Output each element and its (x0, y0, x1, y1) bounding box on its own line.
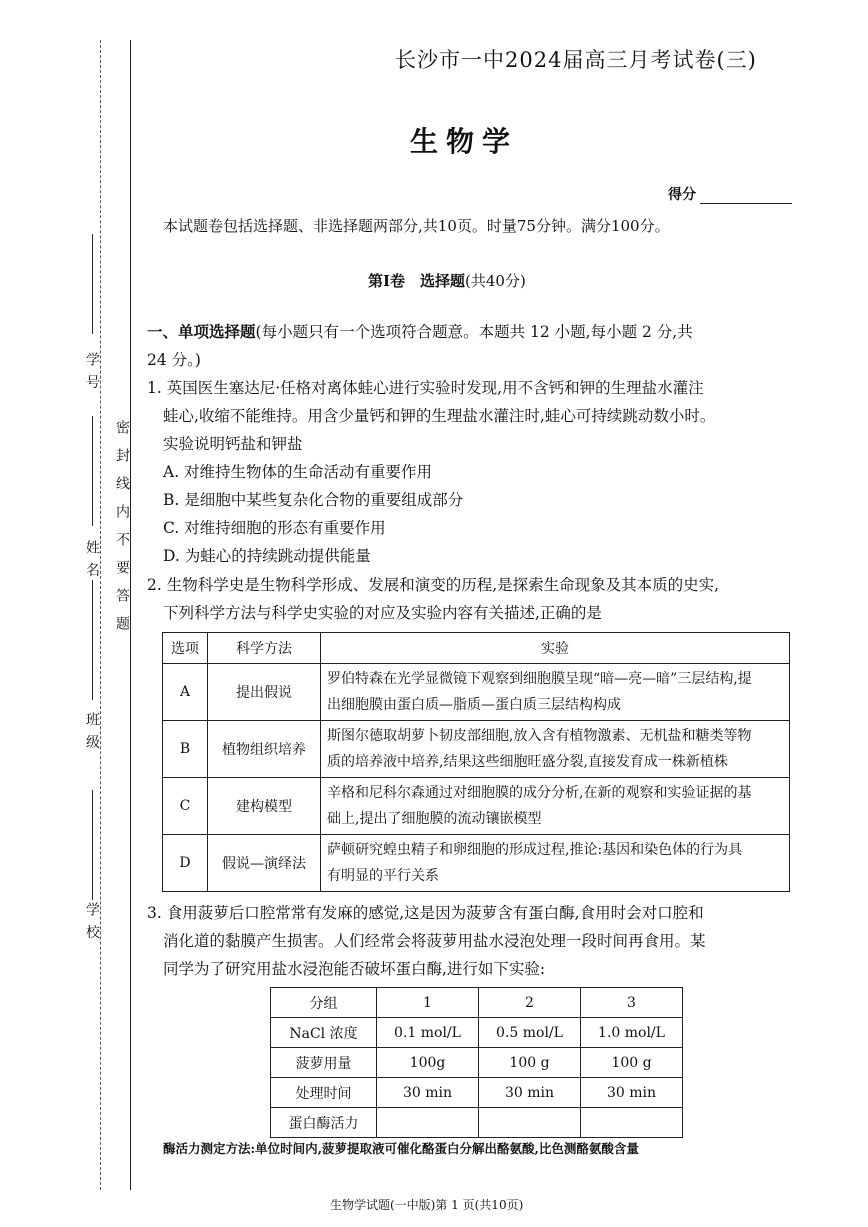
table-row: 菠萝用量 100g 100 g 100 g (271, 1048, 683, 1078)
dashed-binding-line (100, 40, 101, 1190)
seal-notice: 密封线内不要答题 (114, 420, 130, 644)
score-field (668, 184, 792, 204)
exam-title: 长沙市一中2024届高三月考试卷(三) (395, 48, 757, 72)
table-row: NaCl 浓度 0.1 mol/L 0.5 mol/L 1.0 mol/L (271, 1018, 683, 1048)
table-row: A 提出假说 罗伯特森在光学显微镜下观察到细胞膜呈现“暗—亮—暗”三层结构,提 出细胞膜由蛋白质—脂质—蛋白质三层结构构成 (163, 664, 790, 721)
class-label: 班 级 (84, 712, 100, 751)
part-title: 第Ⅰ卷 选择题(共40分) (368, 272, 526, 290)
table-row: C 建构模型 辛格和尼科尔森通过对细胞膜的成分分析,在新的观察和实验证据的基 础上,提出了细胞膜的流动镶嵌模型 (163, 778, 790, 835)
table-row: 蛋白酶活力 (271, 1108, 683, 1138)
table-row: D 假说—演绎法 萨顿研究蝗虫精子和卵细胞的形成过程,推论:基因和染色体的行为具 有明显的平行关系 (163, 835, 790, 892)
name-underline (92, 416, 93, 526)
question-3-stem: 3. 食用菠萝后口腔常常有发麻的感觉,这是因为菠萝含有蛋白酶,食用时会对口腔和 消化道的黏膜产生损害。人们经常会将菠萝用盐水浸泡处理一段时间再食用。某 同学为了研究用盐水浸泡能否破坏蛋白酶,进行如下实验: (147, 904, 706, 978)
enzyme-method-note: 酶活力测定方法:单位时间内,菠萝提取液可催化酪蛋白分解出酪氨酸,比色测酪氨酸含量 (163, 1141, 639, 1156)
question-3-table (270, 987, 683, 1138)
name-label: 姓 名 (84, 540, 100, 579)
option-d: D. 为蛙心的持续跳动提供能量 (163, 547, 371, 565)
section-heading: 一、单项选择题(每小题只有一个选项符合题意。本题共 12 小题,每小题 2 分,共 24 分。) (147, 322, 693, 369)
number-label: 学 号 (84, 352, 100, 391)
subject-title: 生物学 (410, 125, 519, 158)
question-2-table: 选项 科学方法 实验 A 提出假说 罗伯特森在光学显微镜下观察到细胞膜呈现“暗—亮—暗”三层结构,提 出细胞膜由蛋白质—脂质—蛋白质三层结构构成 B 植物组织培养 斯图尔德取胡萝卜韧皮部细胞,放入含有植物激素、无机盐和糖类等物 质的培养液中培养,结果这些细胞旺盛分裂,直接发育成一株新植株 C 建构模型 辛格和尼科尔森通过对细胞膜的成分分析,在新的观察和实验证据的基 础上,提出了细胞膜的流动镶嵌模型 D 假说—演绎法 萨顿研究蝗虫精子和卵细胞的形成过程,推论:基因和染色体的行为具 有明显的平行关系 (162, 632, 790, 892)
table-row: 处理时间 30 min 30 min 30 min (271, 1078, 683, 1108)
table-row: B 植物组织培养 斯图尔德取胡萝卜韧皮部细胞,放入含有植物激素、无机盐和糖类等物 质的培养液中培养,结果这些细胞旺盛分裂,直接发育成一株新植株 (163, 721, 790, 778)
question-1-options (163, 458, 463, 570)
option-a: A. 对维持生物体的生命活动有重要作用 (163, 463, 433, 481)
school-underline (92, 790, 93, 900)
school-label: 学 校 (84, 902, 100, 941)
score-label: 得分 (668, 187, 696, 203)
option-c: C. 对维持细胞的形态有重要作用 (163, 519, 386, 537)
question-2-stem: 2. 生物科学史是生物科学形成、发展和演变的历程,是探索生命现象及其本质的史实, 下列科学方法与科学史实验的对应及实验内容有关描述,正确的是 (147, 576, 720, 622)
option-b: B. 是细胞中某些复杂化合物的重要组成部分 (163, 491, 464, 509)
exam-intro: 本试题卷包括选择题、非选择题两部分,共10页。时量75分钟。满分100分。 (163, 217, 670, 235)
number-underline (92, 234, 93, 334)
page-footer: 生物学试题(一中版)第 1 页(共10页) (330, 1198, 524, 1212)
class-underline (92, 580, 93, 700)
question-1-stem: 1. 英国医生塞达尼·任格对离体蛙心进行实验时发现,用不含钙和钾的生理盐水灌注 蛙心,收缩不能维持。用含少量钙和钾的生理盐水灌注时,蛙心可持续跳动数小时。 实验说明钙盐和钾盐 (147, 379, 716, 453)
table-row: 分组 1 2 3 (271, 988, 683, 1018)
score-blank (700, 189, 792, 204)
